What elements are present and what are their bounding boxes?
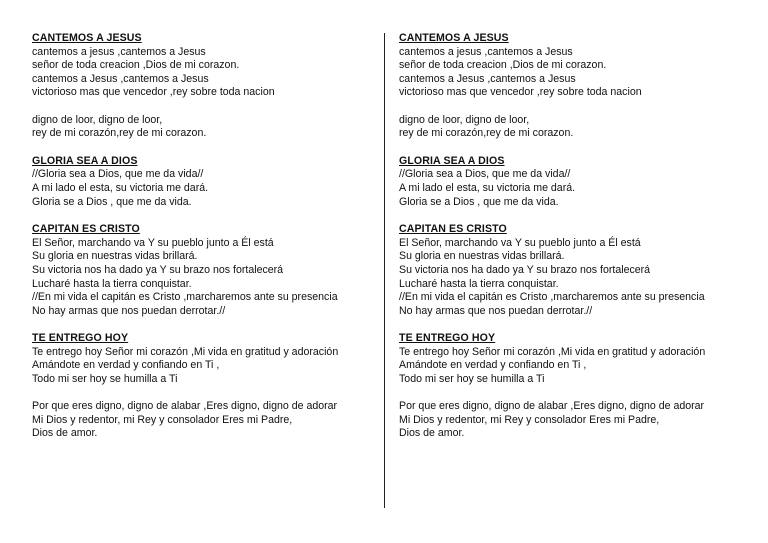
lyric-line: No hay armas que nos puedan derrotar.// bbox=[399, 304, 593, 317]
lyric-line: Amándote en verdad y confiando en Ti , bbox=[32, 359, 220, 372]
song-block bbox=[399, 332, 749, 441]
lyric-line: A mi lado el esta, su victoria me dará. bbox=[399, 181, 576, 194]
lyric-line: rey de mi corazón,rey de mi corazon. bbox=[399, 127, 574, 140]
lyric-line: Dios de amor. bbox=[399, 427, 465, 440]
song-title: TE ENTREGO HOY bbox=[399, 332, 496, 345]
lyric-line: Todo mi ser hoy se humilla a Ti bbox=[32, 373, 178, 386]
lyric-line: Gloria se a Dios , que me da vida. bbox=[32, 195, 192, 208]
lyric-line: victorioso mas que vencedor ,rey sobre toda nacion bbox=[32, 86, 275, 99]
lyric-line: cantemos a Jesus ,cantemos a Jesus bbox=[32, 72, 209, 85]
left-column bbox=[32, 32, 382, 455]
lyric-line: cantemos a jesus ,cantemos a Jesus bbox=[32, 45, 206, 58]
lyric-line bbox=[399, 100, 749, 114]
lyric-line: Su victoria nos ha dado ya Y su brazo nos fortalecerá bbox=[32, 263, 284, 276]
lyric-line: El Señor, marchando va Y su pueblo junto a Él está bbox=[399, 236, 641, 249]
lyric-line: digno de loor, digno de loor, bbox=[399, 113, 530, 126]
song-block bbox=[399, 155, 749, 209]
lyric-line: Lucharé hasta la tierra conquistar. bbox=[399, 277, 559, 290]
lyric-line: El Señor, marchando va Y su pueblo junto a Él está bbox=[32, 236, 274, 249]
lyric-line bbox=[32, 100, 382, 114]
lyric-line: Por que eres digno, digno de alabar ,Eres digno, digno de adorar bbox=[399, 400, 705, 413]
lyric-line: Amándote en verdad y confiando en Ti , bbox=[399, 359, 587, 372]
song-block bbox=[399, 223, 749, 318]
song-title: CANTEMOS A JESUS bbox=[32, 32, 142, 44]
lyric-line: victorioso mas que vencedor ,rey sobre toda nacion bbox=[399, 86, 642, 99]
lyric-line: Te entrego hoy Señor mi corazón ,Mi vida en gratitud y adoración bbox=[399, 345, 706, 358]
song-block bbox=[32, 155, 382, 209]
song-block bbox=[399, 32, 749, 141]
lyric-line: //Gloria sea a Dios, que me da vida// bbox=[399, 168, 571, 181]
song-title: CAPITAN ES CRISTO bbox=[399, 223, 507, 236]
right-column bbox=[399, 32, 749, 455]
lyric-line: Su victoria nos ha dado ya Y su brazo nos fortalecerá bbox=[399, 263, 651, 276]
lyric-line bbox=[399, 387, 749, 401]
lyric-line: //En mi vida el capitán es Cristo ,marcharemos ante su presencia bbox=[32, 291, 338, 304]
lyric-line: señor de toda creacion ,Dios de mi corazon. bbox=[399, 59, 607, 72]
lyric-line bbox=[32, 387, 382, 401]
song-block bbox=[32, 332, 382, 441]
lyric-line: Gloria se a Dios , que me da vida. bbox=[399, 195, 559, 208]
lyric-line: //Gloria sea a Dios, que me da vida// bbox=[32, 168, 204, 181]
lyric-line: rey de mi corazón,rey de mi corazon. bbox=[32, 127, 207, 140]
song-title: GLORIA SEA A DIOS bbox=[32, 154, 138, 167]
lyric-line: Te entrego hoy Señor mi corazón ,Mi vida en gratitud y adoración bbox=[32, 345, 339, 358]
song-title: CAPITAN ES CRISTO bbox=[32, 223, 140, 236]
column-divider bbox=[384, 33, 385, 508]
lyric-line: Mi Dios y redentor, mi Rey y consolador Eres mi Padre, bbox=[32, 413, 293, 426]
song-title: GLORIA SEA A DIOS bbox=[399, 154, 505, 167]
lyric-line: No hay armas que nos puedan derrotar.// bbox=[32, 304, 226, 317]
lyric-line: Su gloria en nuestras vidas brillará. bbox=[32, 250, 198, 263]
lyric-line: //En mi vida el capitán es Cristo ,marcharemos ante su presencia bbox=[399, 291, 705, 304]
lyric-line: cantemos a jesus ,cantemos a Jesus bbox=[399, 45, 573, 58]
lyric-line: Todo mi ser hoy se humilla a Ti bbox=[399, 373, 545, 386]
song-title: CANTEMOS A JESUS bbox=[399, 32, 509, 44]
lyric-line: Dios de amor. bbox=[32, 427, 98, 440]
lyric-line: A mi lado el esta, su victoria me dará. bbox=[32, 181, 209, 194]
song-title: TE ENTREGO HOY bbox=[32, 332, 129, 345]
lyric-line: Lucharé hasta la tierra conquistar. bbox=[32, 277, 192, 290]
lyric-line: digno de loor, digno de loor, bbox=[32, 113, 163, 126]
lyric-line: Por que eres digno, digno de alabar ,Eres digno, digno de adorar bbox=[32, 400, 338, 413]
lyric-line: Mi Dios y redentor, mi Rey y consolador Eres mi Padre, bbox=[399, 413, 660, 426]
lyric-line: cantemos a Jesus ,cantemos a Jesus bbox=[399, 72, 576, 85]
lyric-line: señor de toda creacion ,Dios de mi corazon. bbox=[32, 59, 240, 72]
lyric-line: Su gloria en nuestras vidas brillará. bbox=[399, 250, 565, 263]
song-block bbox=[32, 32, 382, 141]
song-block bbox=[32, 223, 382, 318]
